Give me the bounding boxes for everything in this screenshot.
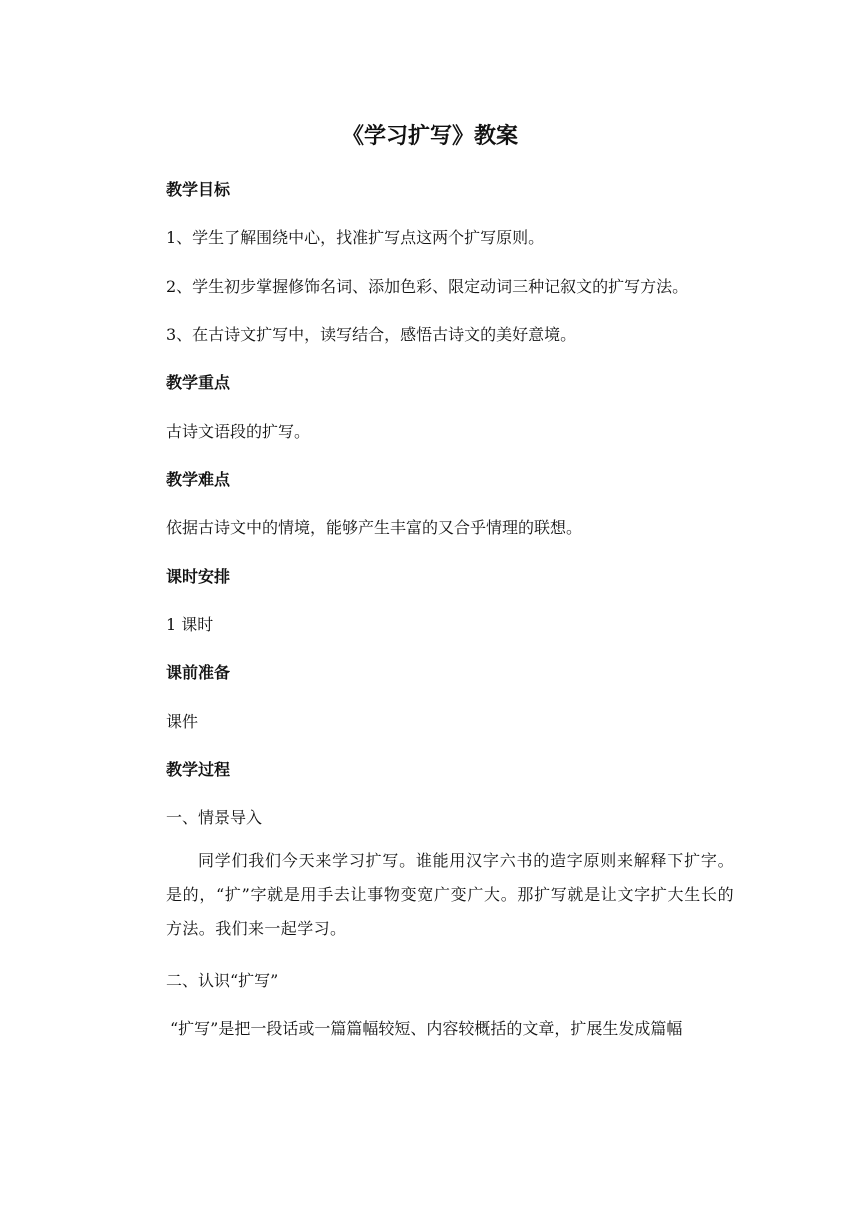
- objective-item-2: 2、学生初步掌握修饰名词、添加色彩、限定动词三种记叙文的扩写方法。: [166, 277, 689, 296]
- key-point-text: 古诗文语段的扩写。: [166, 422, 311, 441]
- section-heading-preparation: 课前准备: [166, 663, 231, 682]
- section-heading-process: 教学过程: [166, 760, 231, 779]
- definition-paragraph: “扩写”是把一段话或一篇篇幅较短、内容较概括的文章，扩展生发成篇幅: [170, 1019, 683, 1038]
- section-heading-key-points: 教学重点: [166, 373, 231, 392]
- objective-item-3: 3、在古诗文扩写中，读写结合，感悟古诗文的美好意境。: [166, 325, 577, 344]
- preparation-text: 课件: [166, 712, 199, 731]
- process-step-1-heading: 一、情景导入: [166, 808, 263, 827]
- intro-paragraph: 同学们我们今天来学习扩写。谁能用汉字六书的造字原则来解释下扩字。是的，“扩”字就是用手去让事物变宽广变广大。那扩写就是让文字扩大生长的方法。我们来一起学习。: [166, 851, 734, 938]
- section-heading-difficulties: 教学难点: [166, 470, 231, 489]
- objective-item-1: 1、学生了解围绕中心，找准扩写点这两个扩写原则。: [166, 228, 545, 247]
- process-step-2-heading: 二、认识“扩写”: [166, 971, 279, 990]
- schedule-text: 1 课时: [166, 615, 214, 634]
- page-title: 《学习扩写》教案: [341, 124, 518, 149]
- difficulty-text: 依据古诗文中的情境，能够产生丰富的又合乎情理的联想。: [166, 518, 583, 537]
- section-heading-schedule: 课时安排: [166, 567, 231, 586]
- section-heading-objectives: 教学目标: [166, 180, 231, 199]
